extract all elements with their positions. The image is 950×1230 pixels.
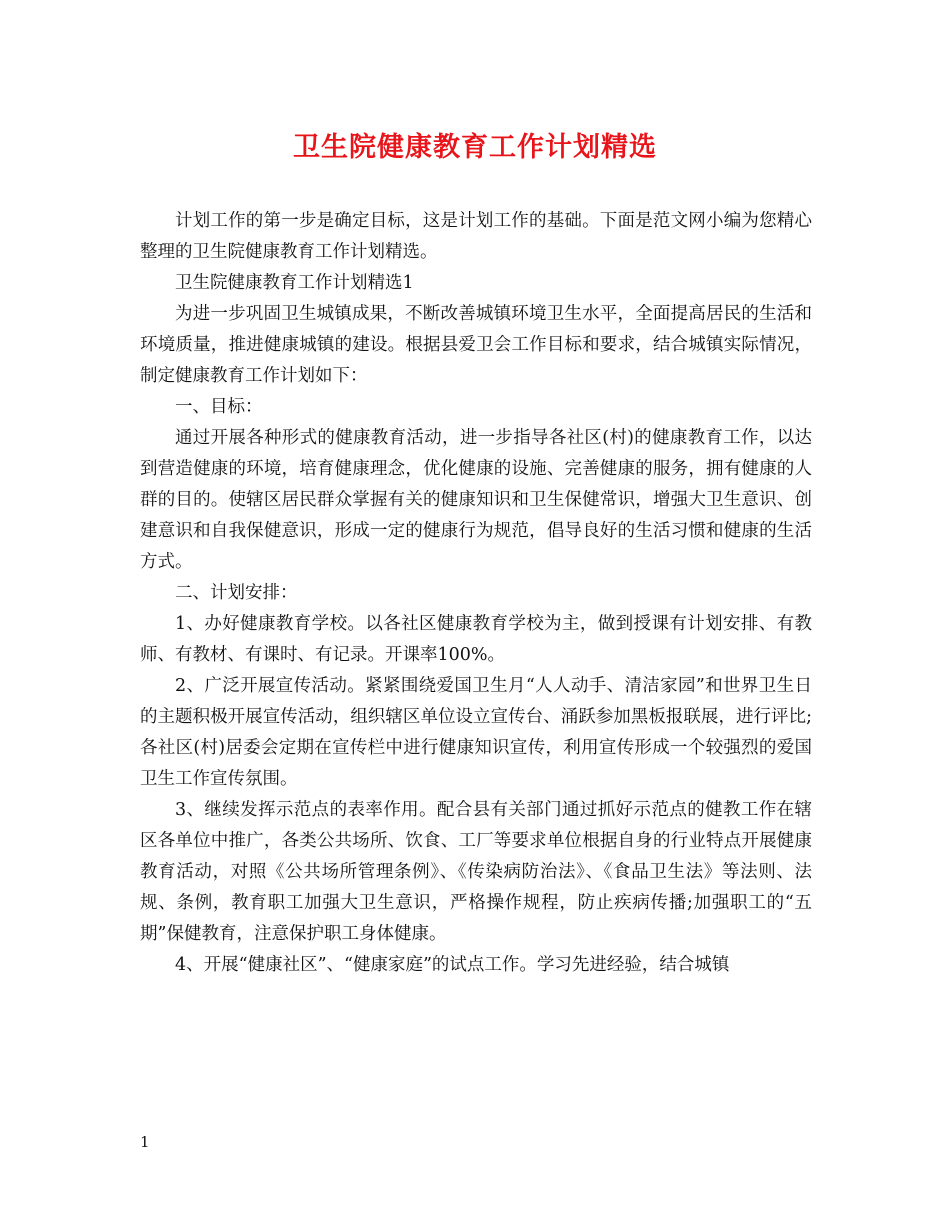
- paragraph-intro: 计划工作的第一步是确定目标，这是计划工作的基础。下面是范文网小编为您精心整理的卫生院健康教育工作计划精选。: [140, 211, 812, 262]
- document-title: 卫生院健康教育工作计划精选: [293, 132, 657, 163]
- paragraph-plan-item-2: 2、广泛开展宣传活动。紧紧围绕爱国卫生月“人人动手、清洁家园”和世界卫生日的主题积极开展宣传活动，组织辖区单位设立宣传台、涌跃参加黑板报联展，进行评比;各社区(村)居委会定期在宣传栏中进行健康知识宣传，利用宣传形成一个较强烈的爱国卫生工作宣传氛围。: [140, 676, 812, 789]
- document-body: [140, 206, 812, 981]
- paragraph-goal-heading: 一、目标：: [175, 397, 263, 417]
- paragraph-purpose: 为进一步巩固卫生城镇成果，不断改善城镇环境卫生水平，全面提高居民的生活和环境质量，推进健康城镇的建设。根据县爱卫会工作目标和要求，结合城镇实际情况，制定健康教育工作计划如下：: [140, 304, 812, 386]
- paragraph-plan-item-1: 1、办好健康教育学校。以各社区健康教育学校为主，做到授课有计划安排、有教师、有教材、有课时、有记录。开课率100%。: [140, 614, 812, 665]
- paragraph-goal: 通过开展各种形式的健康教育活动，进一步指导各社区(村)的健康教育工作，以达到营造健康的环境，培育健康理念，优化健康的设施、完善健康的服务，拥有健康的人群的目的。使辖区居民群众掌握有关的健康知识和卫生保健常识，增强大卫生意识、创建意识和自我保健意识，形成一定的健康行为规范，倡导良好的生活习惯和健康的生活方式。: [140, 428, 812, 572]
- paragraph-plan-heading: 二、计划安排：: [175, 583, 298, 603]
- paragraph-plan-item-4: 4、开展“健康社区”、“健康家庭”的试点工作。学习先进经验，结合城镇: [175, 955, 730, 975]
- paragraph-plan-item-3: 3、继续发挥示范点的表率作用。配合县有关部门通过抓好示范点的健教工作在辖区各单位中推广，各类公共场所、饮食、工厂等要求单位根据自身的行业特点开展健康教育活动，对照《公共场所管理条例》、《传染病防治法》、《食品卫生法》等法则、法规、条例，教育职工加强大卫生意识，严格操作规程，防止疾病传播;加强职工的“五期”保健教育，注意保护职工身体健康。: [140, 800, 812, 944]
- paragraph-section-heading: 卫生院健康教育工作计划精选1: [175, 273, 414, 293]
- page-number: 1: [140, 1133, 150, 1151]
